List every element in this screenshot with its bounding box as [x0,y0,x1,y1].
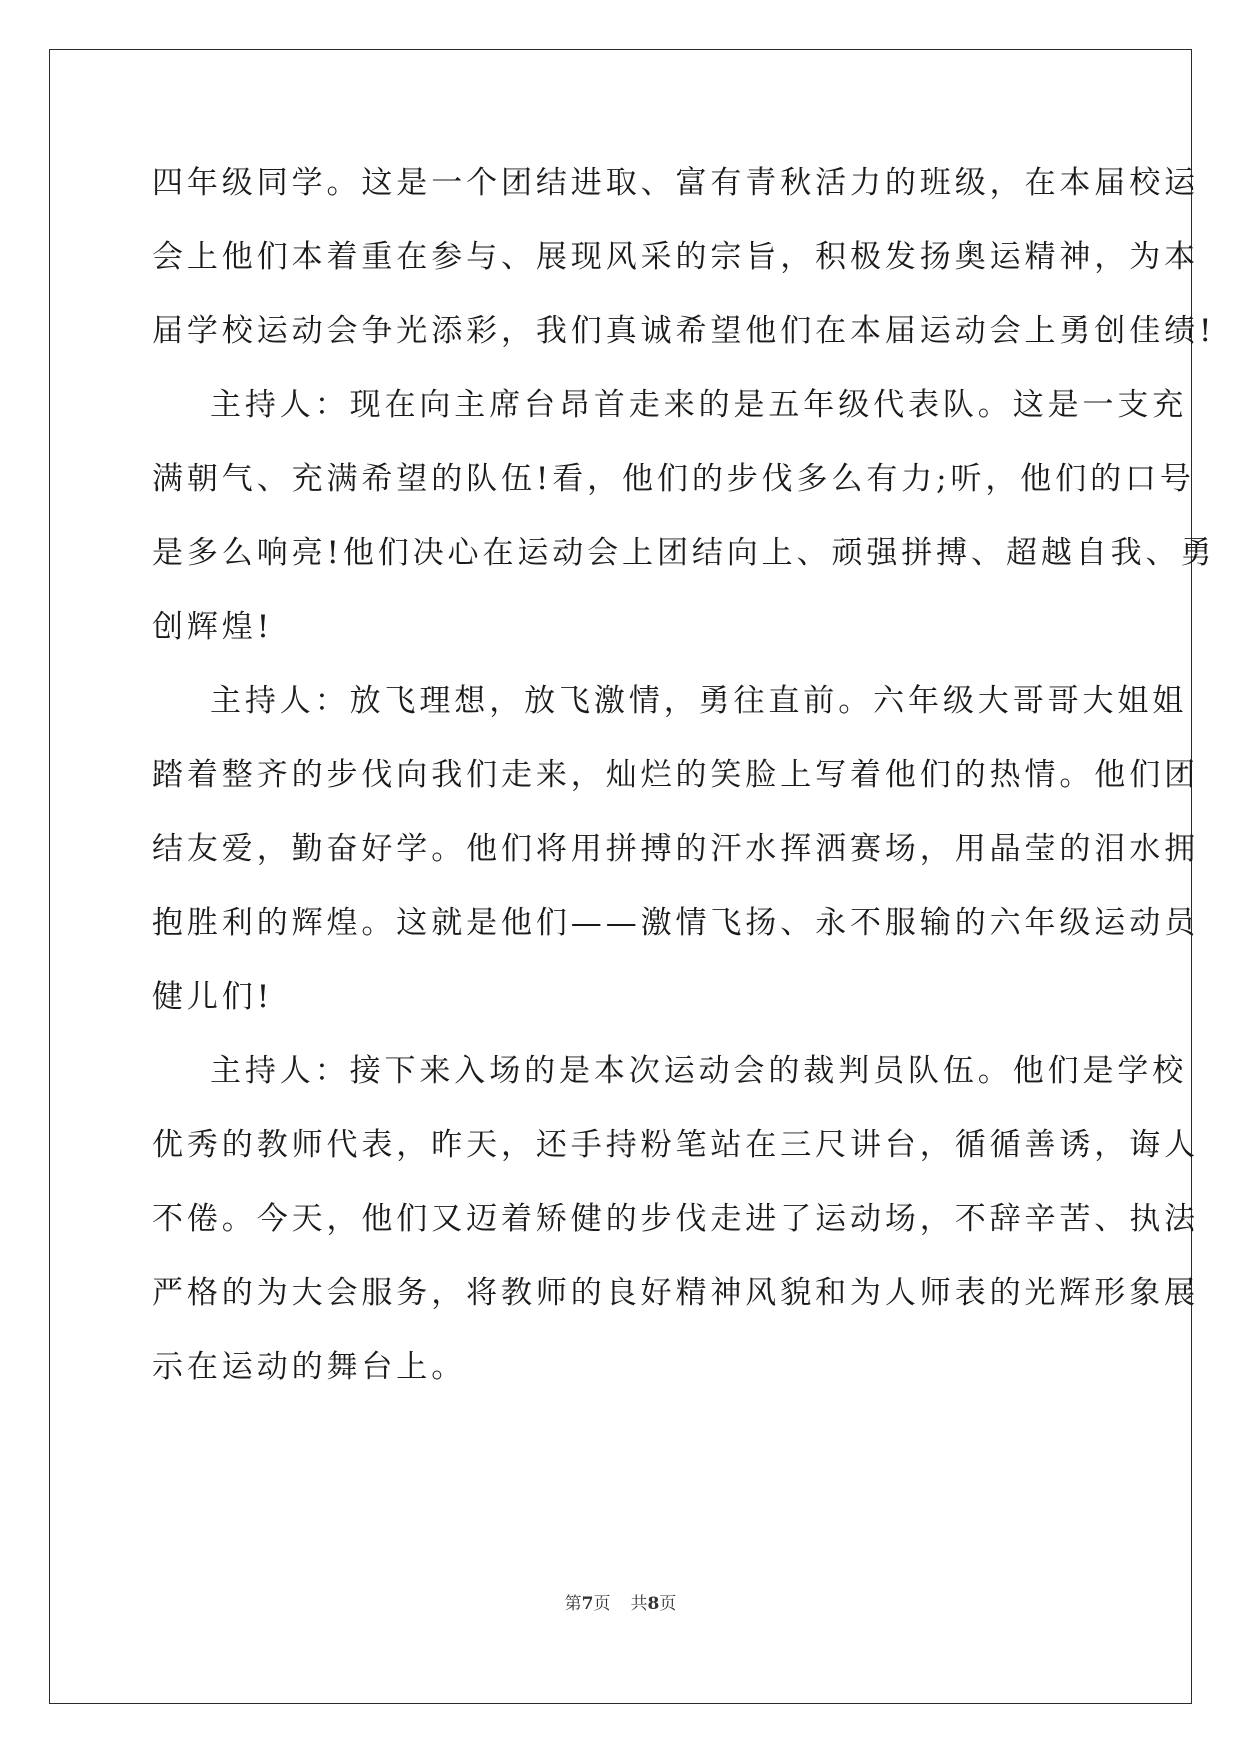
text-line-indented: 主持人：接下来入场的是本次运动会的裁判员队伍。他们是学校 [210,1053,1188,1089]
text-line: 抱胜利的辉煌。这就是他们——激情飞扬、永不服输的六年级运动员 [152,905,1199,941]
text-line: 满朝气、充满希望的队伍!看，他们的步伐多么有力;听，他们的口号 [152,461,1195,497]
text-line: 结友爱，勤奋好学。他们将用拼搏的汗水挥洒赛场，用晶莹的泪水拥 [152,831,1199,867]
page-border [49,49,1192,1704]
text-line: 创辉煌! [152,609,274,645]
total-prefix: 共 [630,1594,648,1614]
total-page-count: 8 [647,1594,660,1614]
page-unit: 页 [593,1594,611,1614]
text-line: 严格的为大会服务，将教师的良好精神风貌和为人师表的光辉形象展 [152,1275,1199,1311]
text-line-indented: 主持人：现在向主席台昂首走来的是五年级代表队。这是一支充 [210,387,1188,423]
text-line: 会上他们本着重在参与、展现风采的宗旨，积极发扬奥运精神，为本 [152,239,1199,275]
page-footer [0,1592,1241,1616]
total-unit: 页 [659,1594,677,1614]
text-line: 示在运动的舞台上。 [152,1349,467,1385]
text-line: 健儿们! [152,979,274,1015]
text-line: 四年级同学。这是一个团结进取、富有青秋活力的班级，在本届校运 [152,165,1199,201]
text-line: 是多么响亮!他们决心在运动会上团结向上、顽强拼搏、超越自我、勇 [152,535,1216,571]
text-line-indented: 主持人：放飞理想，放飞激情，勇往直前。六年级大哥哥大姐姐 [210,683,1188,719]
text-line: 届学校运动会争光添彩，我们真诚希望他们在本届运动会上勇创佳绩! [152,313,1216,349]
text-line: 不倦。今天，他们又迈着矫健的步伐走进了运动场，不辞辛苦、执法 [152,1201,1199,1237]
text-line: 优秀的教师代表，昨天，还手持粉笔站在三尺讲台，循循善诱，诲人 [152,1127,1199,1163]
current-page-number: 7 [581,1594,594,1614]
page-prefix: 第 [564,1594,582,1614]
text-line: 踏着整齐的步伐向我们走来，灿烂的笑脸上写着他们的热情。他们团 [152,757,1199,793]
